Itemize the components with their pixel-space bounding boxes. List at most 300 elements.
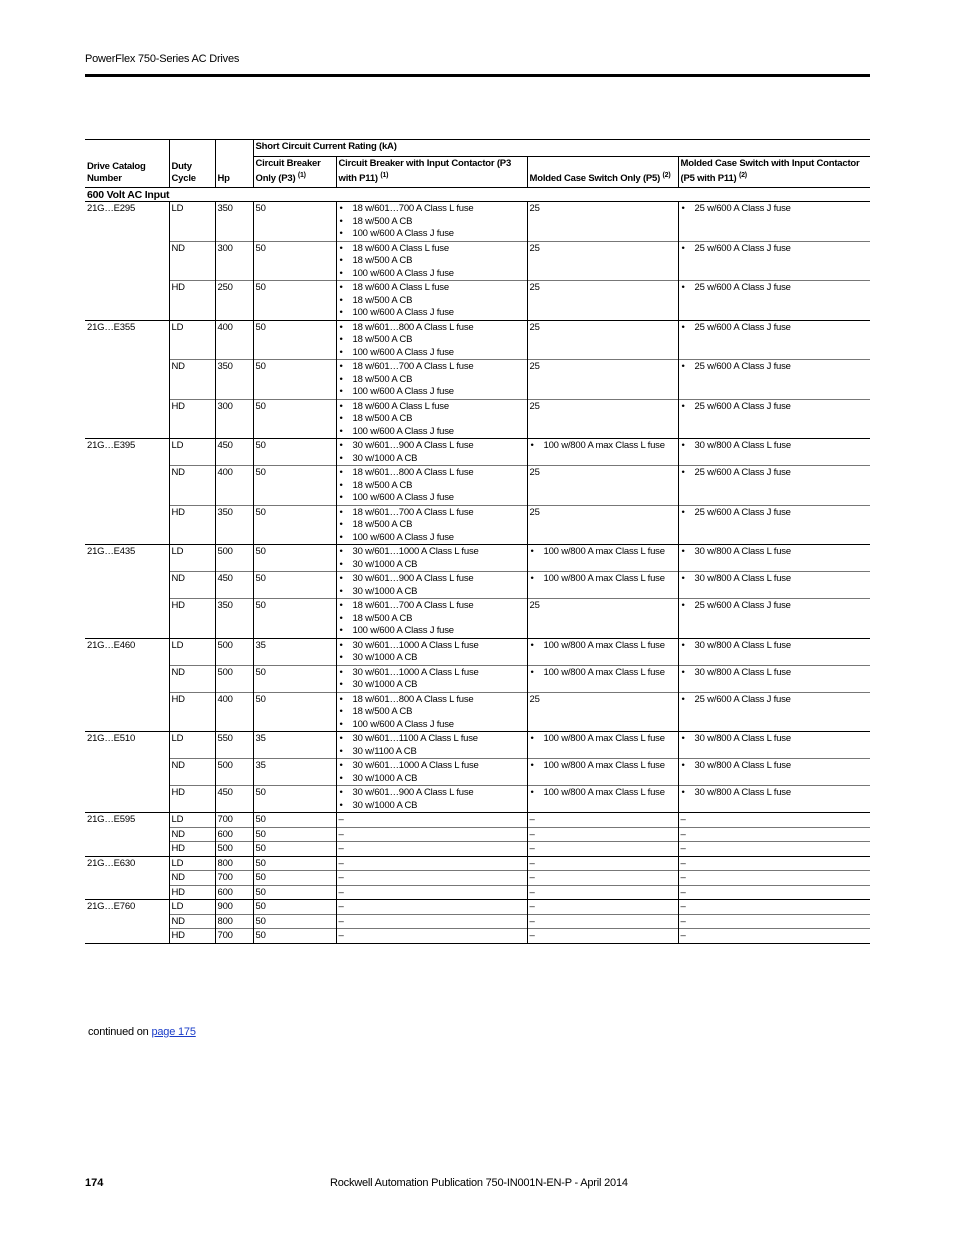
- duty-cell: ND: [169, 466, 215, 506]
- rating-item: • 30 w/601…900 A Class L fuse: [353, 573, 525, 586]
- mcsic-cell: [678, 360, 870, 400]
- rating-list: [339, 573, 525, 598]
- mcsic-cell: –: [678, 827, 870, 842]
- col-header-catalog: Drive Catalog Number: [85, 140, 169, 188]
- cbic-cell: [336, 505, 527, 545]
- rating-item: • 25 w/600 A Class J fuse: [695, 600, 869, 613]
- cbic-cell: [336, 572, 527, 599]
- mcsic-cell: [678, 281, 870, 321]
- rating-item: • 25 w/600 A Class J fuse: [695, 243, 869, 256]
- mcs-cell: 25: [527, 281, 678, 321]
- rating-list: [339, 440, 525, 465]
- hp-cell: 500: [215, 545, 253, 572]
- rating-item: • 25 w/600 A Class J fuse: [695, 694, 869, 707]
- duty-cell: ND: [169, 360, 215, 400]
- mcs-cell: 25: [527, 320, 678, 360]
- rating-item: • 18 w/500 A CB: [353, 216, 525, 229]
- cbic-cell: [336, 360, 527, 400]
- rating-list: [681, 640, 869, 653]
- duty-cell: HD: [169, 786, 215, 813]
- hp-cell: 600: [215, 885, 253, 900]
- mcsic-cell: –: [678, 914, 870, 929]
- rating-list: [530, 640, 676, 653]
- continued-note: continued on page 175: [88, 1026, 196, 1038]
- rating-item: • 100 w/600 A Class J fuse: [353, 307, 525, 320]
- mcsic-cell: [678, 505, 870, 545]
- rating-item: • 30 w/800 A Class L fuse: [695, 440, 869, 453]
- duty-cell: HD: [169, 885, 215, 900]
- cbic-cell: [336, 732, 527, 759]
- cb-cell: 50: [253, 827, 336, 842]
- rating-list: [339, 282, 525, 320]
- hp-cell: 550: [215, 732, 253, 759]
- table-row: [85, 665, 870, 692]
- cb-cell: 50: [253, 813, 336, 828]
- table-row: [85, 360, 870, 400]
- table-row: [85, 900, 870, 915]
- rating-list: [681, 203, 869, 216]
- table-row: [85, 572, 870, 599]
- mcs-cell: 25: [527, 692, 678, 732]
- rating-list: [681, 546, 869, 559]
- rating-item: • 18 w/600 A Class L fuse: [353, 401, 525, 414]
- rating-item: • 100 w/800 A max Class L fuse: [544, 640, 676, 653]
- cb-cell: 50: [253, 545, 336, 572]
- cbic-cell: [336, 241, 527, 281]
- table-row: [85, 320, 870, 360]
- rating-item: • 30 w/601…1000 A Class L fuse: [353, 640, 525, 653]
- catalog-number-cell: 21G…E435: [85, 545, 169, 639]
- duty-cell: LD: [169, 638, 215, 665]
- hp-cell: 350: [215, 599, 253, 639]
- mcs-cell: [527, 786, 678, 813]
- mcs-cell: 25: [527, 599, 678, 639]
- cbic-cell: –: [336, 842, 527, 857]
- running-header: PowerFlex 750-Series AC Drives: [85, 53, 240, 65]
- cb-cell: 50: [253, 320, 336, 360]
- rating-item: • 18 w/500 A CB: [353, 480, 525, 493]
- cb-cell: 50: [253, 599, 336, 639]
- cb-cell: 50: [253, 856, 336, 871]
- cbic-cell: [336, 202, 527, 242]
- cb-cell: 50: [253, 900, 336, 915]
- cb-cell: 35: [253, 638, 336, 665]
- rating-item: • 100 w/600 A Class J fuse: [353, 532, 525, 545]
- duty-cell: HD: [169, 929, 215, 944]
- mcs-cell: [527, 759, 678, 786]
- publication-footer: Rockwell Automation Publication 750-IN001N-EN-P - April 2014: [330, 1177, 628, 1189]
- rating-list: [339, 787, 525, 812]
- cbic-cell: –: [336, 929, 527, 944]
- table-row: [85, 732, 870, 759]
- rating-list: [339, 401, 525, 439]
- duty-cell: LD: [169, 439, 215, 466]
- cb-cell: 50: [253, 914, 336, 929]
- rating-item: • 30 w/1000 A CB: [353, 652, 525, 665]
- duty-cell: HD: [169, 505, 215, 545]
- duty-cell: ND: [169, 871, 215, 886]
- table-row: [85, 241, 870, 281]
- cb-cell: 50: [253, 786, 336, 813]
- col-header-cb: Circuit Breaker Only (P3) $^{(1)}$: [253, 156, 336, 187]
- rating-list: [681, 243, 869, 256]
- rating-item: • 18 w/601…700 A Class L fuse: [353, 507, 525, 520]
- table-row: [85, 439, 870, 466]
- mcs-cell: [527, 732, 678, 759]
- rating-list: [530, 440, 676, 453]
- hp-cell: 350: [215, 202, 253, 242]
- table-row: [85, 202, 870, 242]
- hp-cell: 500: [215, 638, 253, 665]
- duty-cell: LD: [169, 545, 215, 572]
- continued-page-link[interactable]: page 175: [151, 1026, 196, 1038]
- rating-item: • 30 w/601…1000 A Class L fuse: [353, 546, 525, 559]
- cbic-cell: [336, 665, 527, 692]
- rating-list: [339, 243, 525, 281]
- rating-item: • 18 w/500 A CB: [353, 519, 525, 532]
- duty-cell: LD: [169, 732, 215, 759]
- rating-list: [339, 322, 525, 360]
- cb-cell: 50: [253, 360, 336, 400]
- hp-cell: 350: [215, 505, 253, 545]
- rating-item: • 100 w/800 A max Class L fuse: [544, 760, 676, 773]
- rating-item: • 30 w/601…1000 A Class L fuse: [353, 760, 525, 773]
- rating-item: • 100 w/600 A Class J fuse: [353, 492, 525, 505]
- rating-list: [339, 667, 525, 692]
- cb-cell: 50: [253, 929, 336, 944]
- rating-item: • 100 w/800 A max Class L fuse: [544, 667, 676, 680]
- hp-cell: 300: [215, 241, 253, 281]
- mcsic-cell: –: [678, 871, 870, 886]
- table-row: [85, 466, 870, 506]
- rating-item: • 18 w/600 A Class L fuse: [353, 282, 525, 295]
- rating-item: • 30 w/800 A Class L fuse: [695, 640, 869, 653]
- mcsic-cell: [678, 599, 870, 639]
- table-row: [85, 856, 870, 871]
- mcs-cell: –: [527, 900, 678, 915]
- duty-cell: ND: [169, 759, 215, 786]
- rating-list: [339, 507, 525, 545]
- rating-item: • 100 w/600 A Class J fuse: [353, 228, 525, 241]
- rating-list: [339, 546, 525, 571]
- col-header-hp: Hp: [215, 140, 253, 188]
- rating-list: [530, 667, 676, 680]
- rating-item: • 18 w/601…700 A Class L fuse: [353, 600, 525, 613]
- mcsic-cell: –: [678, 842, 870, 857]
- mcsic-cell: [678, 732, 870, 759]
- rating-list: [339, 600, 525, 638]
- cbic-cell: [336, 281, 527, 321]
- rating-item: • 18 w/601…700 A Class L fuse: [353, 203, 525, 216]
- mcsic-cell: [678, 439, 870, 466]
- rating-item: • 25 w/600 A Class J fuse: [695, 507, 869, 520]
- header-rule: [85, 74, 870, 77]
- rating-item: • 18 w/500 A CB: [353, 255, 525, 268]
- mcs-cell: 25: [527, 466, 678, 506]
- cbic-cell: [336, 759, 527, 786]
- cbic-cell: [336, 599, 527, 639]
- mcsic-cell: –: [678, 900, 870, 915]
- table-row: [85, 281, 870, 321]
- catalog-number-cell: 21G…E760: [85, 900, 169, 944]
- rating-list: [681, 573, 869, 586]
- mcs-cell: [527, 439, 678, 466]
- rating-list: [530, 546, 676, 559]
- table-row: [85, 759, 870, 786]
- table-row: [85, 842, 870, 857]
- hp-cell: 400: [215, 320, 253, 360]
- catalog-number-cell: 21G…E295: [85, 202, 169, 321]
- page-number: 174: [85, 1177, 104, 1189]
- col-header-cbic: Circuit Breaker with Input Contactor (P3 with P11) $^{(1)}$: [336, 156, 527, 187]
- cb-cell: 50: [253, 439, 336, 466]
- rating-item: • 30 w/1000 A CB: [353, 679, 525, 692]
- mcsic-cell: [678, 202, 870, 242]
- hp-cell: 350: [215, 360, 253, 400]
- rating-list: [681, 787, 869, 800]
- hp-cell: 450: [215, 439, 253, 466]
- hp-cell: 400: [215, 466, 253, 506]
- cb-cell: 35: [253, 759, 336, 786]
- rating-item: • 30 w/601…900 A Class L fuse: [353, 787, 525, 800]
- hp-cell: 600: [215, 827, 253, 842]
- mcs-cell: 25: [527, 399, 678, 439]
- rating-list: [681, 760, 869, 773]
- rating-item: • 30 w/601…900 A Class L fuse: [353, 440, 525, 453]
- table-row: [85, 813, 870, 828]
- catalog-number-cell: 21G…E395: [85, 439, 169, 545]
- table-row: [85, 505, 870, 545]
- table-row: [85, 827, 870, 842]
- mcsic-cell: [678, 572, 870, 599]
- rating-item: • 100 w/600 A Class J fuse: [353, 347, 525, 360]
- cbic-cell: [336, 399, 527, 439]
- mcsic-cell: [678, 241, 870, 281]
- mcsic-cell: [678, 399, 870, 439]
- cb-cell: 50: [253, 505, 336, 545]
- cbic-cell: [336, 439, 527, 466]
- rating-item: • 100 w/800 A max Class L fuse: [544, 546, 676, 559]
- rating-list: [339, 467, 525, 505]
- mcs-cell: [527, 665, 678, 692]
- duty-cell: LD: [169, 320, 215, 360]
- rating-item: • 25 w/600 A Class J fuse: [695, 203, 869, 216]
- rating-list: [339, 640, 525, 665]
- rating-list: [681, 467, 869, 480]
- rating-item: • 30 w/800 A Class L fuse: [695, 573, 869, 586]
- mcs-cell: [527, 545, 678, 572]
- mcs-cell: –: [527, 813, 678, 828]
- rating-list: [681, 694, 869, 707]
- hp-cell: 800: [215, 914, 253, 929]
- table-row: [85, 914, 870, 929]
- rating-list: [681, 733, 869, 746]
- mcs-cell: –: [527, 842, 678, 857]
- hp-cell: 800: [215, 856, 253, 871]
- rating-list: [681, 361, 869, 374]
- rating-item: • 100 w/600 A Class J fuse: [353, 386, 525, 399]
- section-heading: 600 Volt AC Input: [85, 187, 870, 202]
- rating-list: [681, 600, 869, 613]
- duty-cell: HD: [169, 399, 215, 439]
- hp-cell: 700: [215, 813, 253, 828]
- cbic-cell: [336, 320, 527, 360]
- rating-item: • 25 w/600 A Class J fuse: [695, 401, 869, 414]
- mcsic-cell: [678, 638, 870, 665]
- cbic-cell: –: [336, 827, 527, 842]
- mcsic-cell: [678, 759, 870, 786]
- rating-list: [530, 733, 676, 746]
- table-row: [85, 871, 870, 886]
- rating-item: • 18 w/601…700 A Class L fuse: [353, 361, 525, 374]
- cbic-cell: –: [336, 885, 527, 900]
- rating-list: [339, 760, 525, 785]
- hp-cell: 250: [215, 281, 253, 321]
- cb-cell: 50: [253, 241, 336, 281]
- mcsic-cell: [678, 545, 870, 572]
- table-row: [85, 786, 870, 813]
- rating-list: [681, 282, 869, 295]
- col-header-mcsic: Molded Case Switch with Input Contactor (P5 with P11) $^{(2)}$: [678, 156, 870, 187]
- mcsic-cell: –: [678, 885, 870, 900]
- cbic-cell: –: [336, 813, 527, 828]
- rating-item: • 30 w/1000 A CB: [353, 800, 525, 813]
- duty-cell: ND: [169, 241, 215, 281]
- duty-cell: ND: [169, 665, 215, 692]
- rating-list: [681, 440, 869, 453]
- rating-list: [339, 361, 525, 399]
- rating-list: [681, 507, 869, 520]
- cb-cell: 35: [253, 732, 336, 759]
- duty-cell: HD: [169, 692, 215, 732]
- rating-item: • 100 w/800 A max Class L fuse: [544, 733, 676, 746]
- rating-list: [339, 694, 525, 732]
- rating-item: • 18 w/500 A CB: [353, 295, 525, 308]
- hp-cell: 500: [215, 759, 253, 786]
- mcs-cell: 25: [527, 360, 678, 400]
- mcsic-cell: [678, 320, 870, 360]
- table-row: [85, 545, 870, 572]
- rating-item: • 30 w/1000 A CB: [353, 773, 525, 786]
- rating-list: [681, 322, 869, 335]
- cbic-cell: –: [336, 900, 527, 915]
- col-header-duty: Duty Cycle: [169, 140, 215, 188]
- duty-cell: HD: [169, 281, 215, 321]
- rating-item: • 25 w/600 A Class J fuse: [695, 361, 869, 374]
- rating-item: • 25 w/600 A Class J fuse: [695, 322, 869, 335]
- duty-cell: ND: [169, 572, 215, 599]
- rating-list: [530, 787, 676, 800]
- duty-cell: ND: [169, 827, 215, 842]
- rating-list: [530, 760, 676, 773]
- mcsic-cell: [678, 786, 870, 813]
- duty-cell: LD: [169, 900, 215, 915]
- mcs-cell: –: [527, 929, 678, 944]
- rating-item: • 18 w/500 A CB: [353, 706, 525, 719]
- cbic-cell: [336, 545, 527, 572]
- duty-cell: ND: [169, 914, 215, 929]
- mcs-cell: –: [527, 885, 678, 900]
- hp-cell: 400: [215, 692, 253, 732]
- rating-item: • 30 w/1000 A CB: [353, 559, 525, 572]
- mcsic-cell: [678, 665, 870, 692]
- catalog-number-cell: 21G…E630: [85, 856, 169, 900]
- cbic-cell: –: [336, 856, 527, 871]
- mcs-cell: –: [527, 827, 678, 842]
- rating-item: • 18 w/500 A CB: [353, 613, 525, 626]
- hp-cell: 450: [215, 572, 253, 599]
- rating-list: [681, 667, 869, 680]
- cb-cell: 50: [253, 572, 336, 599]
- table-row: [85, 599, 870, 639]
- rating-item: • 18 w/500 A CB: [353, 334, 525, 347]
- table-row: [85, 399, 870, 439]
- rating-item: • 30 w/800 A Class L fuse: [695, 733, 869, 746]
- cbic-cell: [336, 466, 527, 506]
- cb-cell: 50: [253, 466, 336, 506]
- rating-item: • 30 w/601…1000 A Class L fuse: [353, 667, 525, 680]
- col-header-mcs: Molded Case Switch Only (P5) $^{(2)}$: [527, 156, 678, 187]
- rating-item: • 30 w/1100 A CB: [353, 746, 525, 759]
- mcs-cell: 25: [527, 202, 678, 242]
- rating-item: • 18 w/600 A Class L fuse: [353, 243, 525, 256]
- rating-list: [339, 203, 525, 241]
- mcs-cell: –: [527, 914, 678, 929]
- mcsic-cell: [678, 466, 870, 506]
- cb-cell: 50: [253, 842, 336, 857]
- mcs-cell: [527, 638, 678, 665]
- rating-item: • 100 w/600 A Class J fuse: [353, 268, 525, 281]
- mcsic-cell: –: [678, 856, 870, 871]
- rating-item: • 100 w/600 A Class J fuse: [353, 426, 525, 439]
- duty-cell: LD: [169, 856, 215, 871]
- duty-cell: LD: [169, 202, 215, 242]
- cb-cell: 50: [253, 399, 336, 439]
- rating-item: • 100 w/600 A Class J fuse: [353, 625, 525, 638]
- mcsic-cell: –: [678, 929, 870, 944]
- cb-cell: 50: [253, 281, 336, 321]
- mcsic-cell: –: [678, 813, 870, 828]
- rating-item: • 18 w/601…800 A Class L fuse: [353, 467, 525, 480]
- rating-item: • 100 w/800 A max Class L fuse: [544, 787, 676, 800]
- rating-item: • 100 w/800 A max Class L fuse: [544, 440, 676, 453]
- rating-item: • 30 w/800 A Class L fuse: [695, 760, 869, 773]
- rating-list: [681, 401, 869, 414]
- cb-cell: 50: [253, 871, 336, 886]
- table-row: [85, 638, 870, 665]
- hp-cell: 500: [215, 665, 253, 692]
- rating-item: • 25 w/600 A Class J fuse: [695, 467, 869, 480]
- rating-item: • 30 w/601…1100 A Class L fuse: [353, 733, 525, 746]
- rating-item: • 18 w/500 A CB: [353, 413, 525, 426]
- mcs-cell: –: [527, 871, 678, 886]
- sccr-table: [85, 139, 870, 944]
- rating-item: • 30 w/800 A Class L fuse: [695, 787, 869, 800]
- mcsic-cell: [678, 692, 870, 732]
- group-header-sccr: Short Circuit Current Rating (kA): [253, 140, 870, 157]
- rating-item: • 18 w/601…800 A Class L fuse: [353, 694, 525, 707]
- cbic-cell: [336, 638, 527, 665]
- hp-cell: 500: [215, 842, 253, 857]
- rating-item: • 18 w/601…800 A Class L fuse: [353, 322, 525, 335]
- cbic-cell: [336, 786, 527, 813]
- cb-cell: 50: [253, 202, 336, 242]
- cbic-cell: [336, 692, 527, 732]
- mcs-cell: 25: [527, 241, 678, 281]
- rating-item: • 18 w/500 A CB: [353, 374, 525, 387]
- rating-list: [339, 733, 525, 758]
- table-row: [85, 692, 870, 732]
